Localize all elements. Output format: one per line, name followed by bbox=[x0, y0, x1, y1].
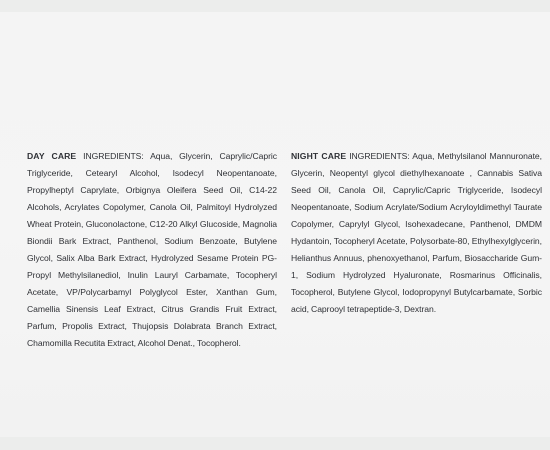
day-care-ingredients-label: INGREDIENTS: bbox=[83, 151, 144, 161]
day-care-ingredients-text: Aqua, Glycerin, Caprylic/Capric Triglyceride, Cetearyl Alcohol, Isodecyl Neopentanoate, Propylheptyl Caprylate, Orbignya Oleifera Seed Oil, C14-22 Alcohols, Acrylates Copolymer, Canola Oil, Palmitoyl Hydrolyzed Wheat Protein, Gluconolactone, C12-20 Alkyl Glucoside, Magnolia Biondii Bark Extract, Panthenol, Sodium Benzoate, Butylene Glycol, Salix Alba Bark Extract, Hydrolyzed Sesame Protein PG-Propyl Methylsilanediol, Inulin Lauryl Carbamate, Tocopheryl Acetate, VP/Polycarbamyl Polyglycol Ester, Xanthan Gum, Camellia Sinensis Leaf Extract, Citrus Grandis Fruit Extract, Parfum, Propolis Extract, Thujopsis Dolabrata Branch Extract, Chamomilla Recutita Extract, Alcohol Denat., Tocopherol. bbox=[27, 151, 278, 348]
night-care-ingredients-text: Aqua, Methylsilanol Mannuronate, Glycerin, Neopentyl glycol diethylhexanoate , Cannabis Sativa Seed Oil, Canola Oil, Caprylic/Capric Triglyceride, Isodecyl Neopentanoate, Sodium Acrylate/Sodium Acryloyldimethyl Taurate Copolymer, Caprylyl Glycol, Isohexadecane, Panthenol, DMDM Hydantoin, Tocopheryl Acetate, Polysorbate-80, Ethylhexylglycerin, Helianthus Annuus, phenoxyethanol, Parfum, Biosaccharide Gum-1, Sodium Hydrolyzed Hyaluronate, Rosmarinus Officinalis, Tocopherol, Butylene Glycol, Iodopropynyl Butylcarbamate, Sorbic acid, Caprooyl tetrapeptide-3, Dextran. bbox=[291, 151, 542, 314]
ingredients-panel bbox=[0, 12, 550, 437]
night-care-heading: NIGHT CARE bbox=[291, 151, 347, 161]
night-care-ingredients bbox=[291, 148, 542, 318]
day-care-ingredients bbox=[27, 148, 277, 352]
night-care-ingredients-label: INGREDIENTS: bbox=[349, 151, 410, 161]
day-care-heading: DAY CARE bbox=[27, 151, 77, 161]
